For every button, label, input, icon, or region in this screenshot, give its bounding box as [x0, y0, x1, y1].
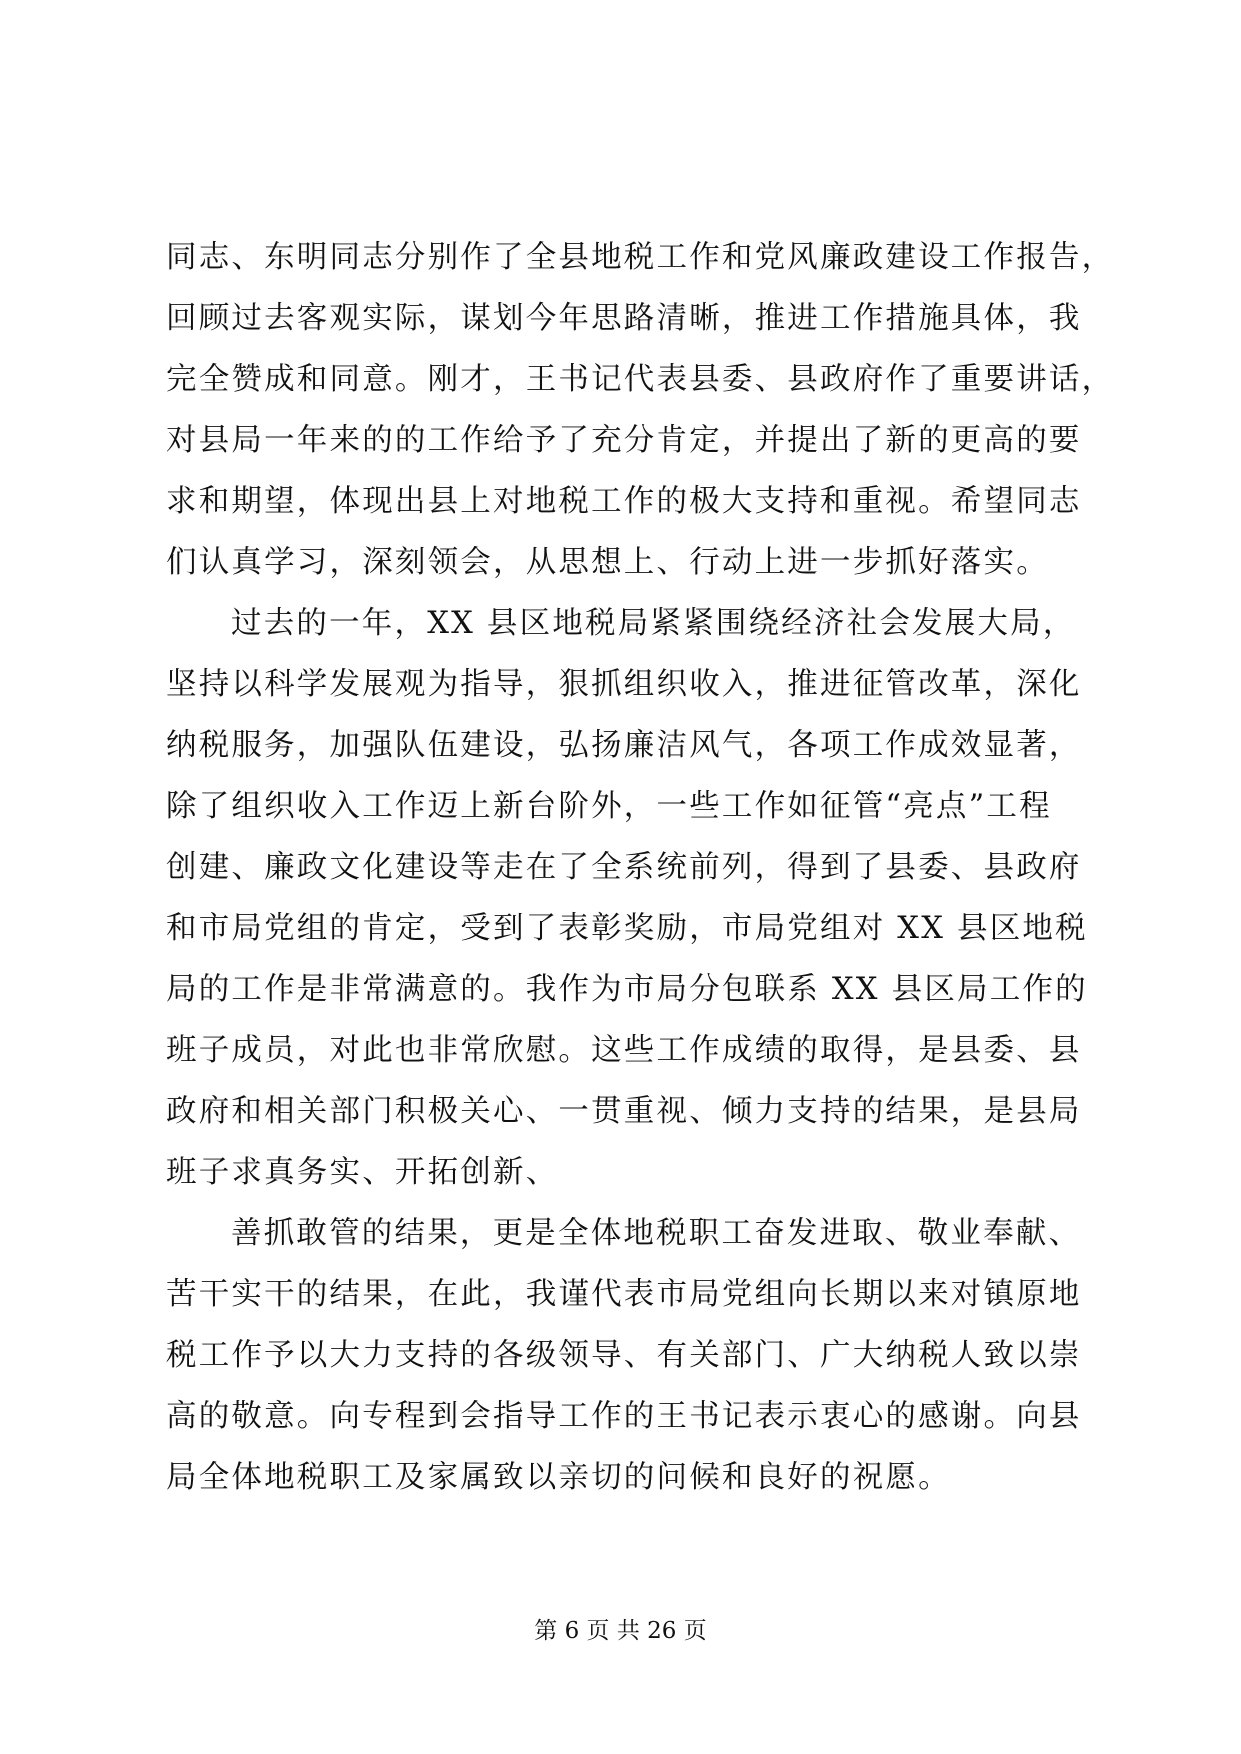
- text-line: 高的敬意。向专程到会指导工作的王书记表示衷心的感谢。向县: [166, 1399, 1082, 1434]
- text-line: 班子成员，对此也非常欣慰。这些工作成绩的取得，是县委、县: [166, 1033, 1082, 1068]
- text-line: 求和期望，体现出县上对地税工作的极大支持和重视。希望同志: [166, 484, 1082, 519]
- text-line: 苦干实干的结果，在此，我谨代表市局党组向长期以来对镇原地: [166, 1277, 1082, 1312]
- text-line: 纳税服务，加强队伍建设，弘扬廉洁风气，各项工作成效显著，: [166, 728, 1082, 763]
- text-line: 除了组织收入工作迈上新台阶外，一些工作如征管“亮点”工程: [166, 789, 1052, 824]
- text-line: 对县局一年来的的工作给予了充分肯定，并提出了新的更高的要: [166, 423, 1082, 458]
- text-line: 们认真学习，深刻领会，从思想上、行动上进一步抓好落实。: [166, 545, 1049, 580]
- text-line: 回顾过去客观实际，谋划今年思路清晰，推进工作措施具体，我: [166, 301, 1082, 336]
- text-line: 局全体地税职工及家属致以亲切的问候和良好的祝愿。: [166, 1460, 951, 1495]
- paragraph-first-line: 过去的一年，XX 县区地税局紧紧围绕经济社会发展大局，: [231, 606, 1076, 641]
- text-line: 创建、廉政文化建设等走在了全系统前列，得到了县委、县政府: [166, 850, 1082, 885]
- text-line: 同志、东明同志分别作了全县地税工作和党风廉政建设工作报告，: [166, 240, 1115, 275]
- text-line: 局的工作是非常满意的。我作为市局分包联系 XX 县区局工作的: [166, 972, 1088, 1007]
- text-line: 坚持以科学发展观为指导，狠抓组织收入，推进征管改革，深化: [166, 667, 1082, 702]
- text-line: 完全赞成和同意。刚才，王书记代表县委、县政府作了重要讲话，: [166, 362, 1115, 397]
- text-line: 政府和相关部门积极关心、一贯重视、倾力支持的结果，是县局: [166, 1094, 1082, 1129]
- page-number-footer: 第 6 页 共 26 页: [534, 1618, 707, 1644]
- text-line: 班子求真务实、开拓创新、: [166, 1155, 559, 1190]
- text-line: 税工作予以大力支持的各级领导、有关部门、广大纳税人致以崇: [166, 1338, 1082, 1373]
- text-line: 和市局党组的肯定，受到了表彰奖励，市局党组对 XX 县区地税: [166, 911, 1088, 946]
- paragraph-first-line: 善抓敢管的结果，更是全体地税职工奋发进取、敬业奉献、: [231, 1216, 1082, 1251]
